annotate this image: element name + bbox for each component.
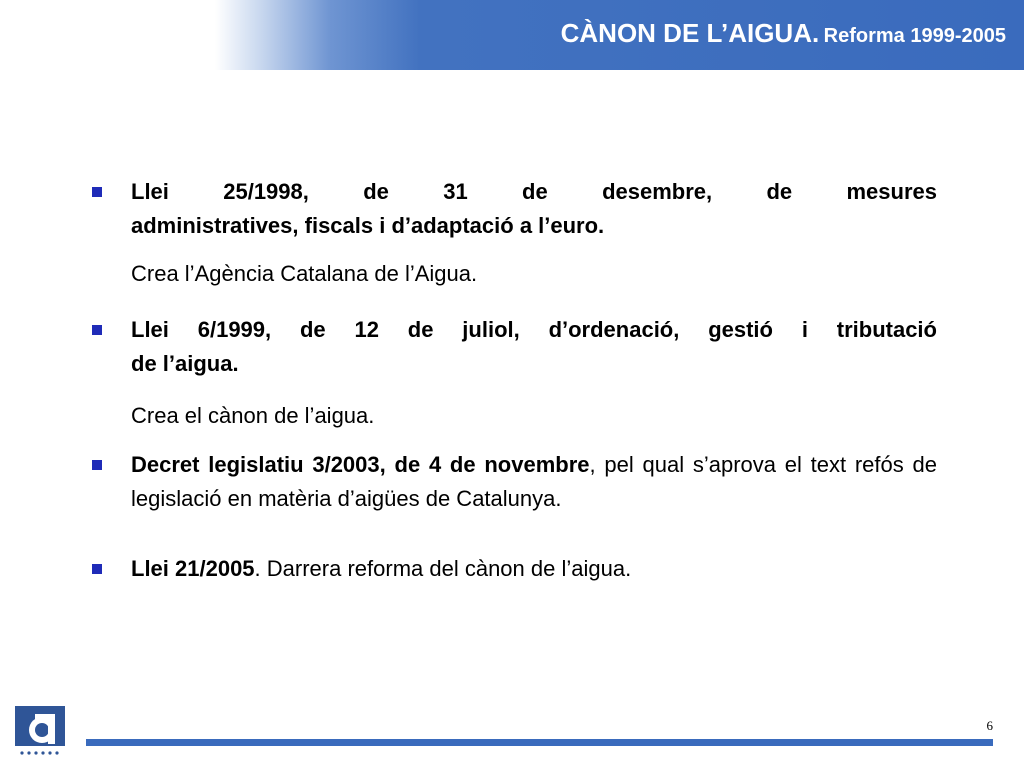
- slide-content: [89, 175, 937, 586]
- footer-divider: [86, 739, 993, 746]
- item-title: Llei 21/2005: [131, 556, 255, 581]
- item-rest: . Darrera reforma del cànon de l’aigua.: [254, 556, 632, 581]
- item-title-line1: Llei 25/1998, de 31 de desembre, de mesures: [131, 179, 937, 204]
- aca-logo-icon: [15, 706, 65, 758]
- square-bullet-icon: [92, 187, 102, 197]
- list-item-decret-3-2003: [89, 448, 937, 516]
- list-item-llei-25-1998: [89, 175, 937, 291]
- title-main: CÀNON DE L’AIGUA.: [560, 18, 820, 48]
- item-title-line1: Llei 6/1999, de 12 de juliol, d’ordenació, gestió i tributació: [131, 317, 937, 342]
- square-bullet-icon: [92, 325, 102, 335]
- header-bar: [0, 0, 1024, 70]
- item-description: Crea el cànon de l’aigua.: [131, 403, 375, 428]
- page-number: 6: [986, 718, 993, 733]
- item-description: Crea l’Agència Catalana de l’Aigua.: [131, 261, 478, 286]
- list-item-llei-21-2005: [89, 552, 937, 586]
- item-title-line2: administratives, fiscals i d’adaptació a l’euro.: [131, 213, 605, 238]
- item-text: [131, 552, 937, 586]
- square-bullet-icon: [92, 564, 102, 574]
- slide-title: [561, 18, 1006, 49]
- item-text: [131, 448, 937, 516]
- item-rest: , pel qual s’aprova el text refós de legislació en matèria d’aigües de Catalunya.: [131, 452, 937, 511]
- item-title-line2: de l’aigua.: [131, 351, 239, 376]
- item-title: Decret legislatiu 3/2003, de 4 de novembre: [131, 452, 590, 477]
- square-bullet-icon: [92, 460, 102, 470]
- list-item-llei-6-1999: [89, 313, 937, 433]
- title-subtitle: Reforma 1999-2005: [823, 25, 1006, 47]
